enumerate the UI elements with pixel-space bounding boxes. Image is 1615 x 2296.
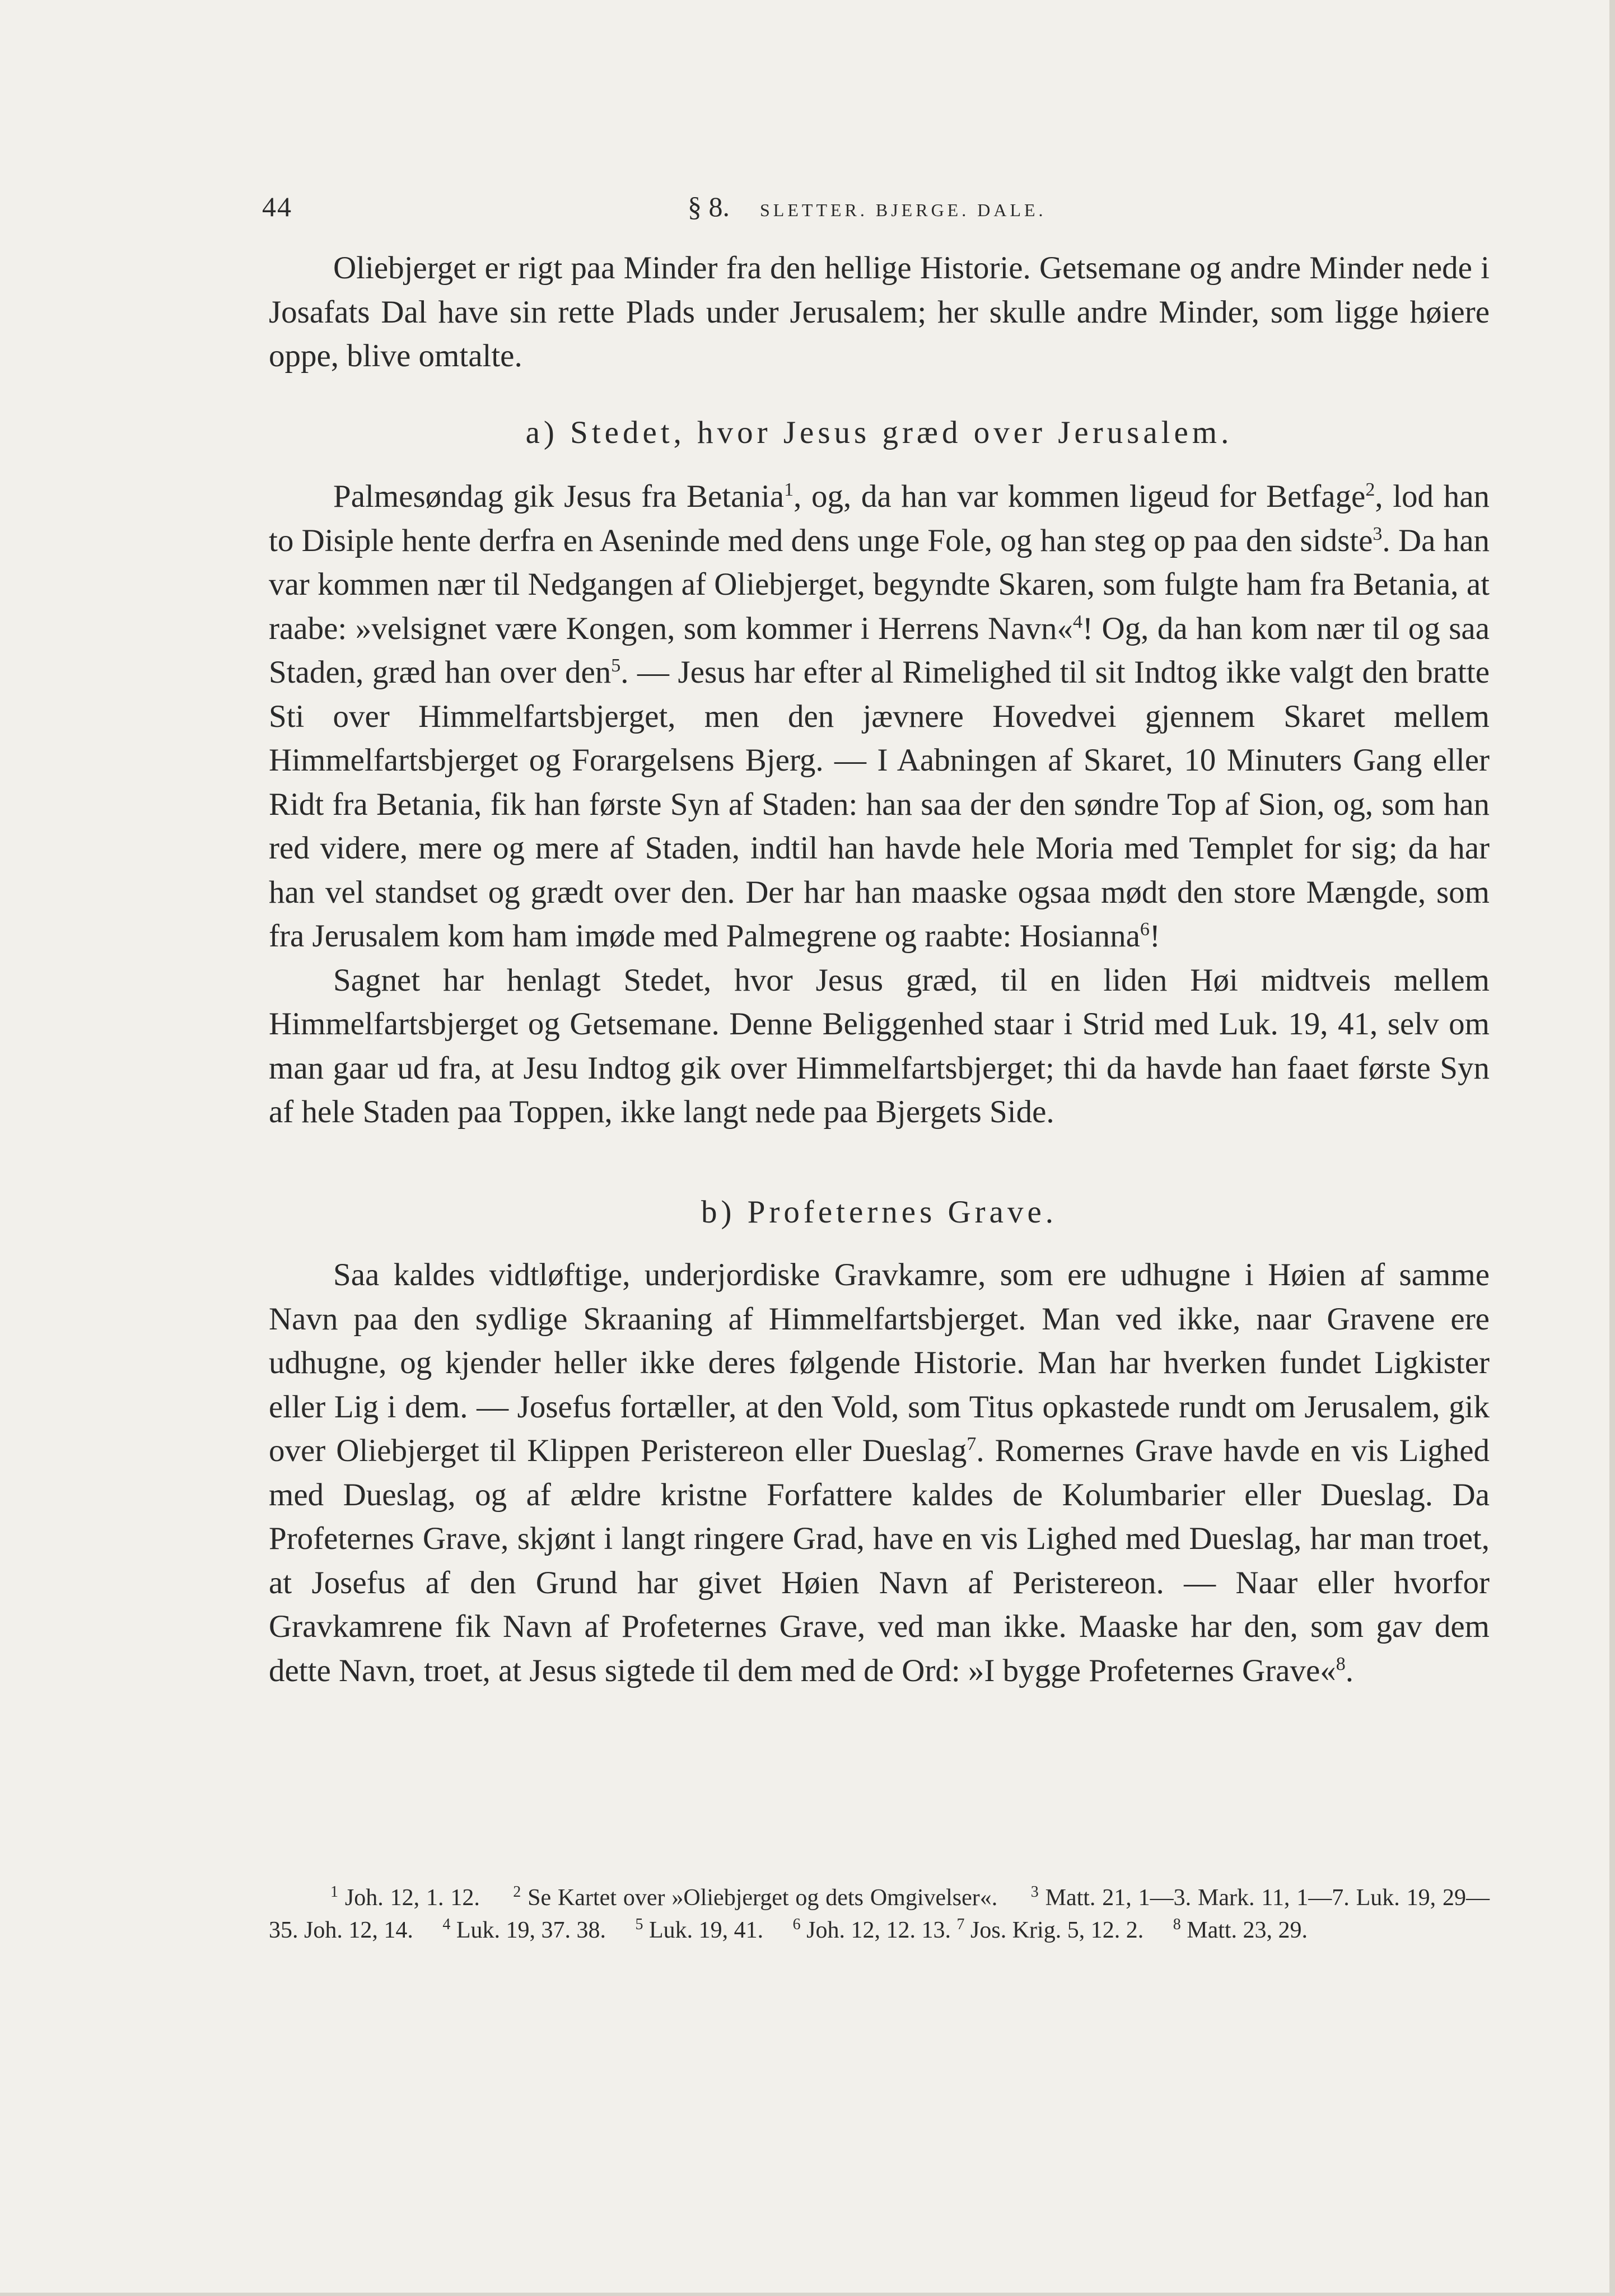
footnote-5: Luk. 19, 41.	[649, 1917, 764, 1943]
footnote-ref-6: 6	[1140, 919, 1150, 940]
footnote-ref-4: 4	[1073, 611, 1083, 632]
footnote-3: Matt. 21, 1—3. Mark. 11, 1—7. Luk. 19, 29—35. Joh. 12, 14.	[269, 1885, 1490, 1943]
footnote-ref-5: 5	[611, 655, 621, 676]
footnote-6: Joh. 12, 12. 13.	[806, 1917, 951, 1943]
paragraph-a2: Sagnet har henlagt Stedet, hvor Jesus græd, til en liden Høi midtveis mellem Himmelfartsbjerget og Getsemane. Denne Beliggenhed staar i Strid med Luk. 19, 41, selv om man gaar ud fra, at Jesu Indtog gik over Himmelfartsbjerget; thi da havde han faaet første Syn af hele Staden paa Toppen, ikke langt nede paa Bjergets Side.	[269, 962, 1490, 1130]
running-header	[262, 190, 1488, 224]
paragraph-b1: Saa kaldes vidtløftige, underjordiske Gravkamre, som ere udhugne i Høien af samme Navn paa den sydlige Skraaning af Himmelfartsbjerget. Man ved ikke, naar Gravene ere udhugne, og kjender heller ikke deres følgende Historie. Man har hverken fundet Ligkister eller Lig i dem. — Josefus fortæller, at den Vold, som Titus opkastede rundt om Jerusalem, gik over Oliebjerget til Klippen Peristereon eller Dueslag$^7$. Romernes Grave havde en vis Lighed med Dueslag, og af ældre kristne Forfattere kaldes de Kolumbarier eller Dueslag. Da Profeternes Grave, skjønt i langt ringere Grad, have en vis Lighed med Dueslag, har man troet, at Josefus af den Grund har givet Høien Navn af Peristereon. — Naar eller hvorfor Gravkamrene fik Navn af Profeternes Grave, ved man ikke. Maaske har den, som gav dem dette Navn, troet, at Jesus sigtede til dem med de Ord: »I bygge Profeternes Grave«$^8$.	[269, 1257, 1490, 1688]
running-head	[688, 190, 1047, 223]
page-number: 44	[262, 191, 292, 222]
subheading-b: b) Profeternes Grave.	[701, 1194, 1058, 1230]
footnote-ref-1: 1	[784, 479, 794, 500]
footnote-block: $^1$ Joh. 12, 1. 12. $^2$ Se Kartet over »Oliebjerget og dets Omgivelser«. $^3$ Matt. 21, 1—3. Mark. 11, 1—7. Luk. 19, 29—35. Joh. 12, 14. $^4$ Luk. 19, 37. 38. $^5$ Luk. 19, 41. $^6$ Joh. 12, 12. 13. $^7$ Jos. Krig. 5, 12. 2. $^8$ Matt. 23, 29.	[269, 1883, 1490, 1943]
footnote-ref-8: 8	[1336, 1653, 1346, 1674]
footnote-1: Joh. 12, 1. 12.	[344, 1885, 480, 1911]
section-title: SLETTER. BJERGE. DALE.	[760, 200, 1047, 220]
footnotes	[269, 1882, 1490, 1947]
footnote-8: Matt. 23, 29.	[1187, 1917, 1308, 1943]
subheading-a: a) Stedet, hvor Jesus græd over Jerusalem.	[525, 414, 1233, 450]
section-number: § 8.	[688, 191, 730, 222]
body-text	[269, 246, 1490, 1693]
footnote-ref-2: 2	[1365, 479, 1375, 500]
footnote-ref-7: 7	[967, 1434, 977, 1454]
paragraph-a1: Palmesøndag gik Jesus fra Betania$^1$, og, da han var kommen ligeud for Betfage$^2$, lod han to Disiple hente derfra en Aseninde med dens unge Fole, og han steg op paa den sidste$^3$. Da han var kommen nær til Nedgangen af Oliebjerget, begyndte Skaren, som fulgte ham fra Betania, at raabe: »velsignet være Kongen, som kommer i Herrens Navn«$^4$! Og, da han kom nær til og saa Staden, græd han over den$^5$. — Jesus har efter al Rimelighed til sit Indtog ikke valgt den bratte Sti over Himmelfartsbjerget, men den jævnere Hovedvei gjennem Skaret mellem Himmelfartsbjerget og Forargelsens Bjerg. — I Aabningen af Skaret, 10 Minuters Gang eller Ridt fra Betania, fik han første Syn af Staden: han saa der den søndre Top af Sion, og, som han red videre, mere og mere af Staden, indtil han havde hele Moria med Templet for sig; da har han vel standset og grædt over den. Der har han maaske ogsaa mødt den store Mængde, som fra Jerusalem kom ham imøde med Palmegrene og raabte: Hosianna$^6$!	[269, 479, 1490, 954]
intro-paragraph: Oliebjerget er rigt paa Minder fra den hellige Historie. Getsemane og andre Minder nede i Josafats Dal have sin rette Plads under Jerusalem; her skulle andre Minder, som ligge høiere oppe, blive omtalte.	[269, 250, 1490, 374]
footnote-7: Jos. Krig. 5, 12. 2.	[970, 1917, 1144, 1943]
footnote-ref-3: 3	[1373, 523, 1383, 544]
footnote-4: Luk. 19, 37. 38.	[456, 1917, 606, 1943]
footnote-2: Se Kartet over »Oliebjerget og dets Omgivelser«.	[528, 1885, 998, 1911]
